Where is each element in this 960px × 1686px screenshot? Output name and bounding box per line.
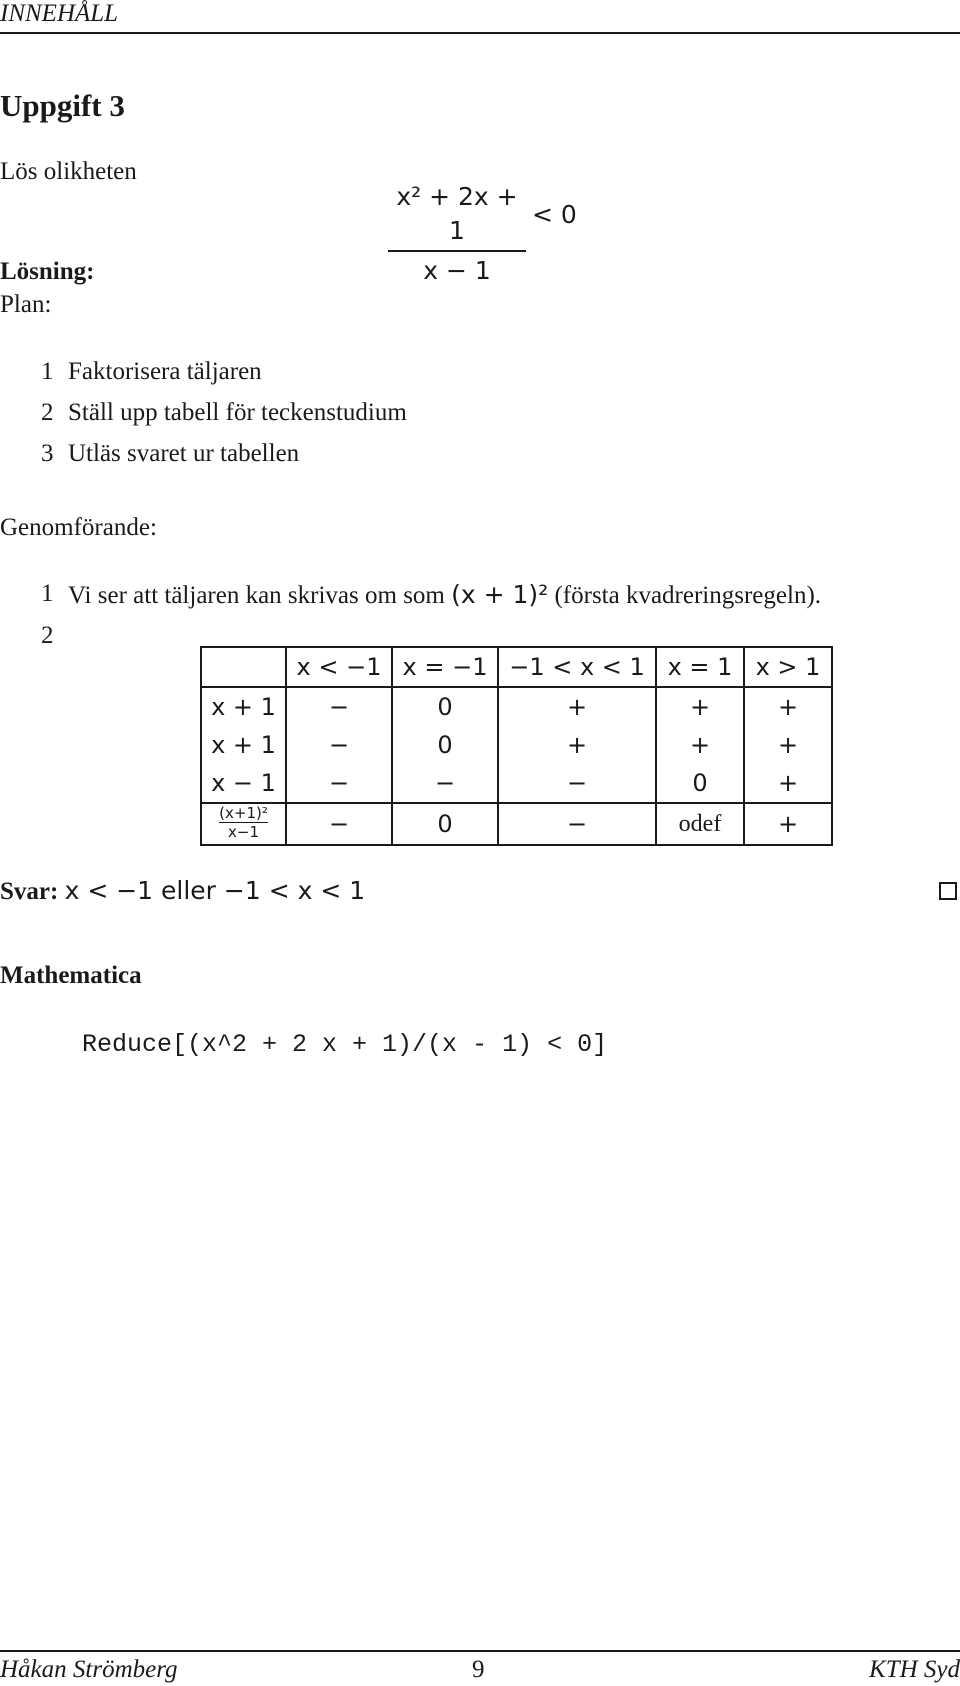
step-number: 1 [41,580,54,607]
page-number: 9 [472,1656,485,1683]
answer-label: Svar: [0,878,59,905]
sign-table-header: x > 1 [744,647,832,687]
step-math: (x + 1)² [451,580,549,609]
header-rule [0,32,960,34]
fraction-denominator: x−1 [228,823,259,841]
sign-table-header: −1 < x < 1 [498,647,656,687]
plan-item-text: Faktorisera täljaren [68,358,262,385]
sign-cell: odef [656,803,744,845]
fraction-denominator: x − 1 [423,256,491,285]
fraction-numerator: (x+1)² [219,804,268,822]
plan-item-text: Ställ upp tabell för teckenstudium [68,399,407,426]
execution-label: Genomförande: [0,514,157,541]
answer-text: x < −1 eller −1 < x < 1 [64,876,366,905]
sign-cell: + [656,687,744,726]
qed-box-icon [939,882,957,900]
sign-cell: + [744,726,832,764]
answer [0,876,365,906]
sign-cell: 0 [656,764,744,803]
sign-cell: 0 [392,726,498,764]
sign-cell: 0 [392,687,498,726]
sign-cell: + [498,687,656,726]
solution-label: Lösning: [0,258,95,285]
inequality-fraction [388,180,526,288]
execution-step-2 [0,622,80,658]
table-row [201,803,832,845]
sign-cell: + [744,803,832,845]
step-text [68,580,821,610]
row-label: x + 1 [201,726,286,764]
sign-cell: − [286,687,392,726]
sign-table-header [201,647,286,687]
row-label: x + 1 [201,687,286,726]
sign-cell: + [744,764,832,803]
plan-item [0,399,960,435]
plan-item-number: 2 [41,399,54,426]
sign-cell: − [286,803,392,845]
sign-cell: − [498,803,656,845]
footer-institution: KTH Syd [869,1656,960,1683]
sign-cell: + [498,726,656,764]
plan-label: Plan: [0,291,52,318]
row-label: x − 1 [201,764,286,803]
sign-table-header-row [201,647,832,687]
execution-step-1 [0,580,960,616]
fraction-numerator: x² + 2x + 1 [396,182,518,245]
mathematica-title: Mathematica [0,962,142,989]
sign-cell: − [392,764,498,803]
fraction-bar [388,250,526,252]
row-label-fraction [219,805,268,840]
sign-cell: + [656,726,744,764]
plan-item [0,440,960,476]
sign-table [200,646,833,846]
footer-author: Håkan Strömberg [0,1656,178,1683]
sign-cell: − [286,764,392,803]
plan-item-number: 3 [41,440,54,467]
sign-table-header: x = −1 [392,647,498,687]
table-row [201,764,832,803]
sign-cell: 0 [392,803,498,845]
footer-rule [0,1650,960,1652]
sign-cell: − [498,764,656,803]
task-intro: Lös olikheten [0,158,137,185]
plan-item [0,358,960,394]
sign-cell: + [744,687,832,726]
plan-item-text: Utläs svaret ur tabellen [68,440,300,467]
running-header: INNEHÅLL [0,0,119,27]
table-row [201,687,832,726]
row-label [201,803,286,845]
inequality-relation: < 0 [532,200,577,229]
step-text-a: Vi ser att täljaren kan skrivas om som [68,582,445,609]
sign-table-header: x = 1 [656,647,744,687]
sign-cell: − [286,726,392,764]
step-number: 2 [41,622,54,649]
mathematica-code: Reduce[(x^2 + 2 x + 1)/(x - 1) < 0] [82,1030,608,1059]
plan-item-number: 1 [41,358,54,385]
step-text-b: (första kvadreringsregeln). [554,582,822,609]
sign-table-header: x < −1 [286,647,392,687]
table-row [201,726,832,764]
task-title: Uppgift 3 [0,88,125,123]
